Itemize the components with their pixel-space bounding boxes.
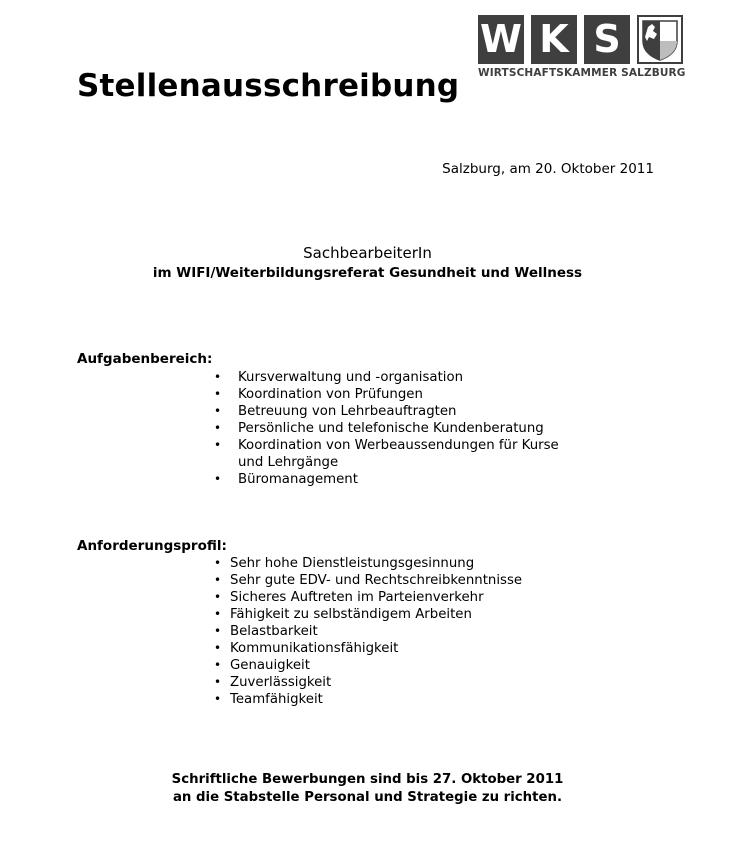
logo-letter-s: S (584, 15, 630, 64)
logo-letter-k: K (531, 15, 577, 64)
list-item-text: Betreuung von Lehrbeauftragten (238, 404, 457, 419)
list-item (214, 471, 583, 488)
list-item-text: Sicheres Auftreten im Parteienverkehr (230, 590, 484, 605)
job-subtitle: im WIFI/Weiterbildungsreferat Gesundheit und Wellness (152, 265, 583, 281)
bullet-icon: • (214, 692, 222, 706)
requirements-heading: Anforderungsprofil: (77, 538, 227, 554)
list-item (214, 674, 575, 691)
list-item-text: Belastbarkeit (230, 624, 318, 639)
bullet-icon: • (214, 438, 222, 452)
list-item (214, 420, 583, 437)
closing-line-2: an die Stabstelle Personal und Strategie zu richten. (172, 790, 563, 805)
bullet-icon: • (214, 573, 222, 587)
list-item (214, 691, 575, 708)
list-item (214, 623, 575, 640)
list-item (214, 437, 583, 471)
list-item-text: Kommunikationsfähigkeit (230, 641, 399, 656)
document-date: Salzburg, am 20. Oktober 2011 (442, 161, 654, 177)
job-title: SachbearbeiterIn (303, 244, 432, 262)
list-item-text: Teamfähigkeit (230, 692, 323, 707)
list-item (214, 657, 575, 674)
requirements-list (214, 555, 575, 708)
bullet-icon: • (214, 556, 222, 570)
list-item (214, 369, 583, 386)
bullet-icon: • (214, 624, 222, 638)
bullet-icon: • (214, 641, 222, 655)
list-item (214, 386, 583, 403)
list-item-text: Persönliche und telefonische Kundenberatung (238, 421, 544, 436)
bullet-icon: • (214, 404, 222, 418)
list-item (214, 589, 575, 606)
list-item-text: Sehr hohe Dienstleistungsgesinnung (230, 556, 475, 571)
list-item-text: Koordination von Prüfungen (238, 387, 423, 402)
list-item-text: Sehr gute EDV- und Rechtschreibkenntnisse (230, 573, 523, 588)
bullet-icon: • (214, 370, 222, 384)
logo-letter-w: W (478, 15, 524, 64)
bullet-icon: • (214, 387, 222, 401)
bullet-icon: • (214, 590, 222, 604)
bullet-icon: • (214, 675, 222, 689)
wks-logo (478, 15, 685, 81)
list-item (214, 640, 575, 657)
bullet-icon: • (214, 421, 222, 435)
page-title: Stellenausschreibung (77, 68, 460, 104)
closing-line-1: Schriftliche Bewerbungen sind bis 27. Oktober 2011 (171, 772, 564, 787)
bullet-icon: • (214, 607, 222, 621)
tasks-list (214, 369, 583, 488)
logo-caption: WIRTSCHAFTSKAMMER SALZBURG (478, 67, 686, 79)
list-item-text: Zuverlässigkeit (230, 675, 332, 690)
coat-of-arms-icon (637, 15, 683, 64)
list-item (214, 403, 583, 420)
bullet-icon: • (214, 472, 222, 486)
list-item (214, 606, 575, 623)
bullet-icon: • (214, 658, 222, 672)
tasks-heading: Aufgabenbereich: (77, 351, 213, 367)
list-item-text: Koordination von Werbeaussendungen für Kurse und Lehrgänge (238, 438, 559, 470)
list-item (214, 572, 575, 589)
list-item (214, 555, 575, 572)
list-item-text: Büromanagement (238, 472, 358, 487)
list-item-text: Genauigkeit (230, 658, 310, 673)
list-item-text: Kursverwaltung und -organisation (238, 370, 464, 385)
list-item-text: Fähigkeit zu selbständigem Arbeiten (230, 607, 472, 622)
